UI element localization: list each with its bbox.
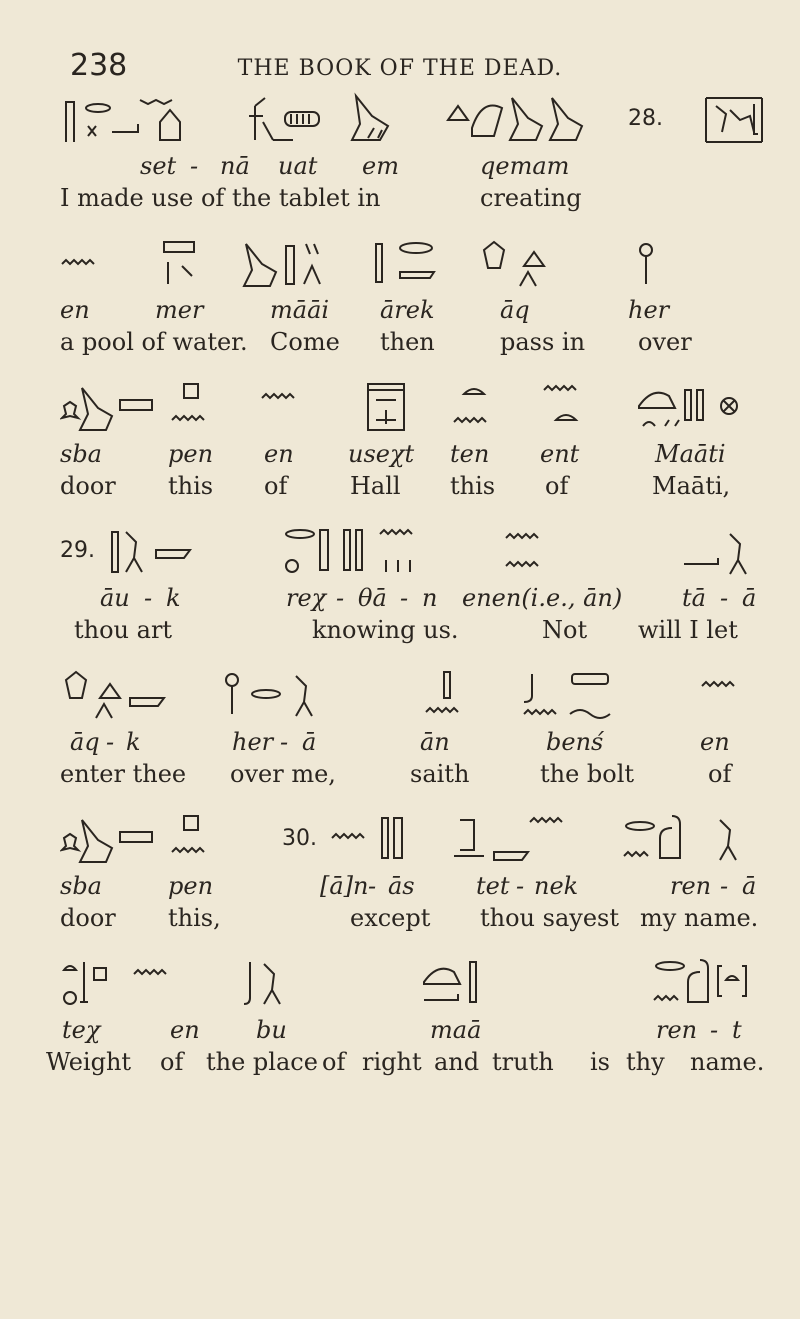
hieroglyph-group-icon bbox=[650, 956, 760, 1012]
translit-word: en bbox=[60, 296, 90, 324]
translation-text: the bolt bbox=[540, 760, 635, 788]
translit-word: t bbox=[732, 1016, 742, 1044]
translit-word: ā bbox=[302, 728, 317, 756]
line-number: 29. bbox=[60, 538, 95, 563]
translation-text: and bbox=[434, 1048, 480, 1076]
translation-text: thou sayest bbox=[480, 904, 619, 932]
hieroglyph-group-icon bbox=[370, 236, 450, 292]
translit-word: - bbox=[280, 728, 289, 756]
hieroglyph-row bbox=[60, 380, 770, 440]
translit-word: ā bbox=[742, 872, 757, 900]
translation-row bbox=[60, 904, 770, 936]
translation-text: enter thee bbox=[60, 760, 187, 788]
translation-text: of bbox=[322, 1048, 346, 1076]
hieroglyph-group-icon bbox=[450, 812, 580, 868]
hieroglyph-group-icon bbox=[168, 812, 216, 868]
translation-text: Hall bbox=[350, 472, 401, 500]
translit-word: set bbox=[140, 152, 177, 180]
translation-text: will I let bbox=[638, 616, 738, 644]
translit-word: - bbox=[190, 152, 199, 180]
hieroglyph-row bbox=[60, 956, 770, 1016]
translation-text: truth bbox=[492, 1048, 554, 1076]
translation-row bbox=[60, 616, 770, 648]
hieroglyph-group-icon bbox=[168, 380, 216, 436]
transliteration-row bbox=[60, 584, 770, 616]
translit-word: qemam bbox=[480, 152, 570, 180]
translation-text: pass in bbox=[500, 328, 586, 356]
translation-text: right bbox=[362, 1048, 422, 1076]
verse-block bbox=[46, 956, 770, 1080]
translit-word: en bbox=[170, 1016, 200, 1044]
translit-word: nā bbox=[220, 152, 250, 180]
hieroglyph-row bbox=[60, 668, 770, 728]
translit-word: māāi bbox=[270, 296, 330, 324]
transliteration-row bbox=[60, 728, 770, 760]
translation-text: thou art bbox=[74, 616, 173, 644]
translation-row bbox=[60, 328, 770, 360]
hieroglyph-group-icon bbox=[106, 524, 196, 580]
translit-word: mer bbox=[155, 296, 204, 324]
translation-text: creating bbox=[480, 184, 582, 212]
translit-word: ās bbox=[388, 872, 415, 900]
hieroglyph-group-icon bbox=[60, 236, 100, 292]
translation-text: the place bbox=[206, 1048, 318, 1076]
translit-word: en bbox=[264, 440, 294, 468]
transliteration-row bbox=[60, 1016, 770, 1048]
translation-row bbox=[60, 184, 770, 216]
translit-word: - bbox=[368, 872, 377, 900]
translation-text: of bbox=[160, 1048, 184, 1076]
translit-word: uat bbox=[278, 152, 318, 180]
translation-text: a pool of water. bbox=[60, 328, 248, 356]
translit-word: maā bbox=[430, 1016, 482, 1044]
hieroglyph-group-icon bbox=[60, 812, 160, 868]
translation-text: knowing us. bbox=[312, 616, 459, 644]
translit-word: - bbox=[516, 872, 525, 900]
translit-word: Maāti bbox=[655, 440, 726, 468]
transliteration-row bbox=[60, 872, 770, 904]
translit-word: pen bbox=[168, 440, 214, 468]
hieroglyph-group-icon bbox=[60, 668, 170, 724]
translit-word: ent bbox=[540, 440, 580, 468]
translit-word: benś bbox=[546, 728, 604, 756]
translation-text: over me, bbox=[230, 760, 336, 788]
translation-text: this, bbox=[168, 904, 221, 932]
translit-word: enen(i.e., ān) bbox=[462, 584, 623, 612]
verse-block bbox=[60, 668, 770, 792]
translit-word: ān bbox=[420, 728, 450, 756]
translation-text: thy bbox=[626, 1048, 665, 1076]
hieroglyph-group-icon bbox=[348, 92, 403, 148]
translation-text: over bbox=[638, 328, 692, 356]
translit-word: θā bbox=[358, 584, 387, 612]
translation-text: is bbox=[590, 1048, 610, 1076]
translit-word: tet bbox=[476, 872, 510, 900]
hieroglyph-group-icon bbox=[260, 380, 304, 436]
transliteration-row bbox=[60, 440, 770, 472]
translit-word: nek bbox=[534, 872, 579, 900]
line-number: 28. bbox=[628, 106, 663, 131]
translit-word: āu bbox=[100, 584, 130, 612]
translation-text: of bbox=[545, 472, 569, 500]
translation-text: this bbox=[450, 472, 496, 500]
transliteration-row bbox=[60, 152, 770, 184]
hieroglyph-group-icon bbox=[60, 380, 160, 436]
hieroglyph-group-icon bbox=[240, 956, 290, 1012]
verse-block bbox=[60, 524, 770, 648]
hieroglyph-group-icon bbox=[220, 668, 330, 724]
translit-word: bu bbox=[256, 1016, 287, 1044]
translit-word: ārek bbox=[380, 296, 435, 324]
page-number: 238 bbox=[70, 48, 128, 83]
translit-word: ren bbox=[656, 1016, 698, 1044]
hieroglyph-group-icon bbox=[150, 236, 210, 292]
translation-text: Not bbox=[542, 616, 588, 644]
translit-word: her bbox=[628, 296, 670, 324]
verse-block bbox=[60, 92, 770, 216]
translit-word: sba bbox=[60, 440, 102, 468]
translit-word: - bbox=[106, 728, 115, 756]
hieroglyph-group-icon bbox=[60, 956, 110, 1012]
hieroglyph-group-icon bbox=[330, 812, 420, 868]
translation-text: except bbox=[350, 904, 431, 932]
translation-text: Weight bbox=[46, 1048, 132, 1076]
translation-text: my name. bbox=[640, 904, 759, 932]
hieroglyph-group-icon bbox=[358, 380, 414, 436]
translit-word: - bbox=[710, 1016, 719, 1044]
translation-text: saith bbox=[410, 760, 470, 788]
verse-block bbox=[60, 236, 770, 360]
translation-text: this bbox=[168, 472, 214, 500]
translation-text: door bbox=[60, 904, 116, 932]
translit-word: k bbox=[166, 584, 181, 612]
translation-text: door bbox=[60, 472, 116, 500]
translit-word: pen bbox=[168, 872, 214, 900]
translation-text: then bbox=[380, 328, 435, 356]
translit-word: teχ bbox=[62, 1016, 101, 1044]
hieroglyph-group-icon bbox=[450, 380, 500, 436]
translit-word: [ā]n bbox=[320, 872, 369, 900]
hieroglyph-row bbox=[60, 92, 770, 152]
translit-word: āq bbox=[500, 296, 530, 324]
translation-text: Come bbox=[270, 328, 340, 356]
translit-word: reχ bbox=[286, 584, 327, 612]
translit-word: her bbox=[232, 728, 274, 756]
hieroglyph-group-icon bbox=[245, 92, 335, 148]
translit-word: ten bbox=[450, 440, 490, 468]
translit-word: ren bbox=[670, 872, 712, 900]
verse-block bbox=[60, 380, 770, 504]
hieroglyph-group-icon bbox=[500, 524, 560, 580]
translit-word: - bbox=[400, 584, 409, 612]
hieroglyph-group-icon bbox=[520, 668, 630, 724]
translit-word: n bbox=[422, 584, 438, 612]
translit-word: ā bbox=[742, 584, 757, 612]
hieroglyph-group-icon bbox=[590, 236, 660, 292]
translation-row bbox=[60, 472, 770, 504]
hieroglyph-group-icon bbox=[700, 92, 770, 148]
hieroglyph-row bbox=[60, 236, 770, 296]
transliteration-row bbox=[60, 296, 770, 328]
line-number: 30. bbox=[282, 826, 317, 851]
hieroglyph-group-icon bbox=[280, 524, 440, 580]
hieroglyph-group-icon bbox=[240, 236, 330, 292]
hieroglyph-group-icon bbox=[480, 236, 560, 292]
hieroglyph-group-icon bbox=[540, 380, 590, 436]
hieroglyph-group-icon bbox=[442, 92, 622, 148]
hieroglyph-group-icon bbox=[680, 524, 760, 580]
page-header bbox=[0, 48, 800, 88]
hieroglyph-group-icon bbox=[620, 812, 770, 868]
translit-word: k bbox=[126, 728, 141, 756]
hieroglyph-group-icon bbox=[700, 668, 744, 724]
translit-word: āq bbox=[70, 728, 100, 756]
translation-row bbox=[60, 760, 770, 792]
translit-word: - bbox=[144, 584, 153, 612]
running-title: THE BOOK OF THE DEAD. bbox=[237, 56, 563, 81]
verse-block bbox=[60, 812, 770, 936]
translation-text: I made use of the tablet in bbox=[60, 184, 381, 212]
translit-word: sba bbox=[60, 872, 102, 900]
translit-word: - bbox=[720, 872, 729, 900]
translation-text: of bbox=[708, 760, 732, 788]
translit-word: - bbox=[336, 584, 345, 612]
translit-word: useχt bbox=[348, 440, 415, 468]
hieroglyph-row bbox=[60, 524, 770, 584]
hieroglyph-group-icon bbox=[132, 956, 176, 1012]
hieroglyph-group-icon bbox=[420, 956, 490, 1012]
hieroglyph-group-icon bbox=[420, 668, 470, 724]
translit-word: - bbox=[720, 584, 729, 612]
hieroglyph-group-icon bbox=[635, 380, 745, 436]
translit-word: em bbox=[362, 152, 399, 180]
hieroglyph-group-icon bbox=[60, 92, 210, 148]
translit-word: tā bbox=[682, 584, 706, 612]
translation-text: Maāti, bbox=[652, 472, 731, 500]
translit-word: en bbox=[700, 728, 730, 756]
translation-row bbox=[46, 1048, 770, 1080]
hieroglyph-row bbox=[60, 812, 770, 872]
translation-text: name. bbox=[690, 1048, 765, 1076]
translation-text: of bbox=[264, 472, 288, 500]
